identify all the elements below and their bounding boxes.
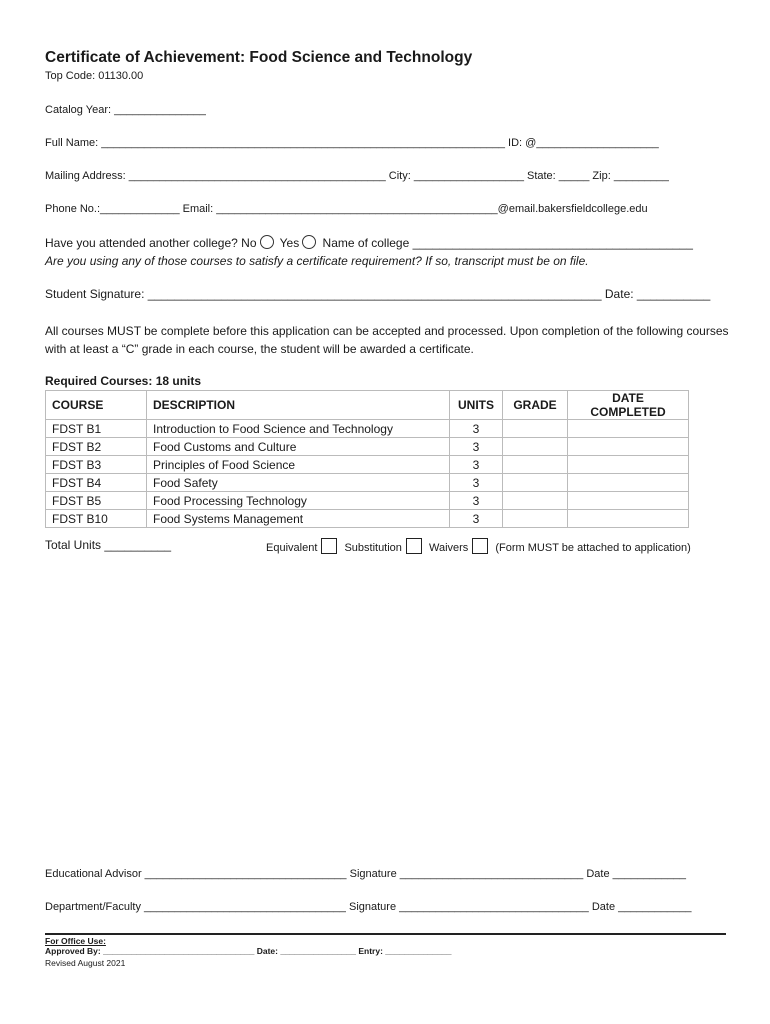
options-row bbox=[266, 538, 691, 554]
educational-advisor-field[interactable]: Educational Advisor _________________________________ Signature ______________________________ Date ____________ bbox=[45, 868, 687, 880]
department-faculty-field[interactable]: Department/Faculty _________________________________ Signature _______________________________ Date ____________ bbox=[45, 901, 692, 913]
catalog-year-field[interactable]: Catalog Year: _______________ bbox=[45, 104, 206, 116]
table-header-row bbox=[46, 391, 689, 420]
no-radio[interactable] bbox=[260, 235, 274, 249]
instructions-paragraph: All courses MUST be complete before this application can be accepted and processed. Upon completion of the following courses with at least a “C” grade in each course, the student will be awarded a certificate. bbox=[45, 324, 729, 356]
page-title: Certificate of Achievement: Food Science and Technology bbox=[45, 49, 473, 66]
table-row bbox=[46, 456, 689, 474]
attended-row bbox=[45, 235, 693, 250]
course-code: FDST B10 bbox=[46, 510, 147, 528]
transcript-note: Are you using any of those courses to satisfy a certificate requirement? If so, transcript must be on file. bbox=[45, 254, 589, 268]
table-row bbox=[46, 492, 689, 510]
grade-cell[interactable] bbox=[503, 474, 568, 492]
substitution-label: Substitution bbox=[344, 542, 402, 554]
total-units-field[interactable]: Total Units __________ bbox=[45, 538, 172, 552]
col-course: COURSE bbox=[46, 391, 147, 420]
table-row bbox=[46, 438, 689, 456]
courses-table bbox=[45, 390, 689, 528]
divider bbox=[45, 933, 726, 935]
date-completed-cell[interactable] bbox=[568, 474, 689, 492]
grade-cell[interactable] bbox=[503, 510, 568, 528]
attended-question: Have you attended another college? bbox=[45, 236, 238, 250]
col-description: DESCRIPTION bbox=[147, 391, 450, 420]
course-description: Food Safety bbox=[147, 474, 450, 492]
yes-label: Yes bbox=[279, 236, 300, 250]
table-row bbox=[46, 474, 689, 492]
course-units: 3 bbox=[450, 456, 503, 474]
course-code: FDST B4 bbox=[46, 474, 147, 492]
date-completed-cell[interactable] bbox=[568, 456, 689, 474]
grade-cell[interactable] bbox=[503, 420, 568, 438]
table-row bbox=[46, 420, 689, 438]
course-units: 3 bbox=[450, 474, 503, 492]
revised-date: Revised August 2021 bbox=[45, 958, 126, 968]
top-code: Top Code: 01130.00 bbox=[45, 70, 144, 82]
col-grade: GRADE bbox=[503, 391, 568, 420]
grade-cell[interactable] bbox=[503, 438, 568, 456]
date-completed-cell[interactable] bbox=[568, 510, 689, 528]
course-code: FDST B5 bbox=[46, 492, 147, 510]
course-code: FDST B2 bbox=[46, 438, 147, 456]
course-code: FDST B3 bbox=[46, 456, 147, 474]
date-completed-cell[interactable] bbox=[568, 420, 689, 438]
course-code: FDST B1 bbox=[46, 420, 147, 438]
course-description: Food Customs and Culture bbox=[147, 438, 450, 456]
full-name-field[interactable]: Full Name: __________________________________________________________________ ID: @____________________ bbox=[45, 137, 659, 149]
course-units: 3 bbox=[450, 510, 503, 528]
col-date-completed: DATE COMPLETED bbox=[568, 391, 689, 420]
col-units: UNITS bbox=[450, 391, 503, 420]
college-name-field[interactable]: Name of college __________________________________________ bbox=[322, 236, 693, 250]
office-use-label: For Office Use: bbox=[45, 936, 106, 946]
date-completed-cell[interactable] bbox=[568, 492, 689, 510]
waivers-label: Waivers bbox=[428, 542, 469, 554]
form-note: (Form MUST be attached to application) bbox=[495, 542, 691, 554]
grade-cell[interactable] bbox=[503, 456, 568, 474]
student-signature-field[interactable]: Student Signature: ____________________________________________________________________ Date: ___________ bbox=[45, 287, 711, 301]
required-courses-heading: Required Courses: 18 units bbox=[45, 374, 202, 388]
table-row bbox=[46, 510, 689, 528]
office-approval-field[interactable]: Approved By: ________________________________ Date: ________________ Entry: ______________ bbox=[45, 946, 452, 956]
course-description: Principles of Food Science bbox=[147, 456, 450, 474]
date-completed-cell[interactable] bbox=[568, 438, 689, 456]
equivalent-checkbox[interactable] bbox=[321, 538, 337, 554]
course-units: 3 bbox=[450, 438, 503, 456]
course-description: Food Systems Management bbox=[147, 510, 450, 528]
course-description: Introduction to Food Science and Technology bbox=[147, 420, 450, 438]
phone-email-field[interactable]: Phone No.:_____________ Email: ______________________________________________@email.bakersfieldcollege.edu bbox=[45, 203, 648, 215]
mailing-address-field[interactable]: Mailing Address: __________________________________________ City: __________________ State: _____ Zip: _________ bbox=[45, 170, 669, 182]
course-units: 3 bbox=[450, 492, 503, 510]
yes-radio[interactable] bbox=[302, 235, 316, 249]
no-label: No bbox=[241, 236, 257, 250]
equivalent-label: Equivalent bbox=[266, 542, 318, 554]
substitution-checkbox[interactable] bbox=[406, 538, 422, 554]
course-description: Food Processing Technology bbox=[147, 492, 450, 510]
grade-cell[interactable] bbox=[503, 492, 568, 510]
course-units: 3 bbox=[450, 420, 503, 438]
waivers-checkbox[interactable] bbox=[472, 538, 488, 554]
